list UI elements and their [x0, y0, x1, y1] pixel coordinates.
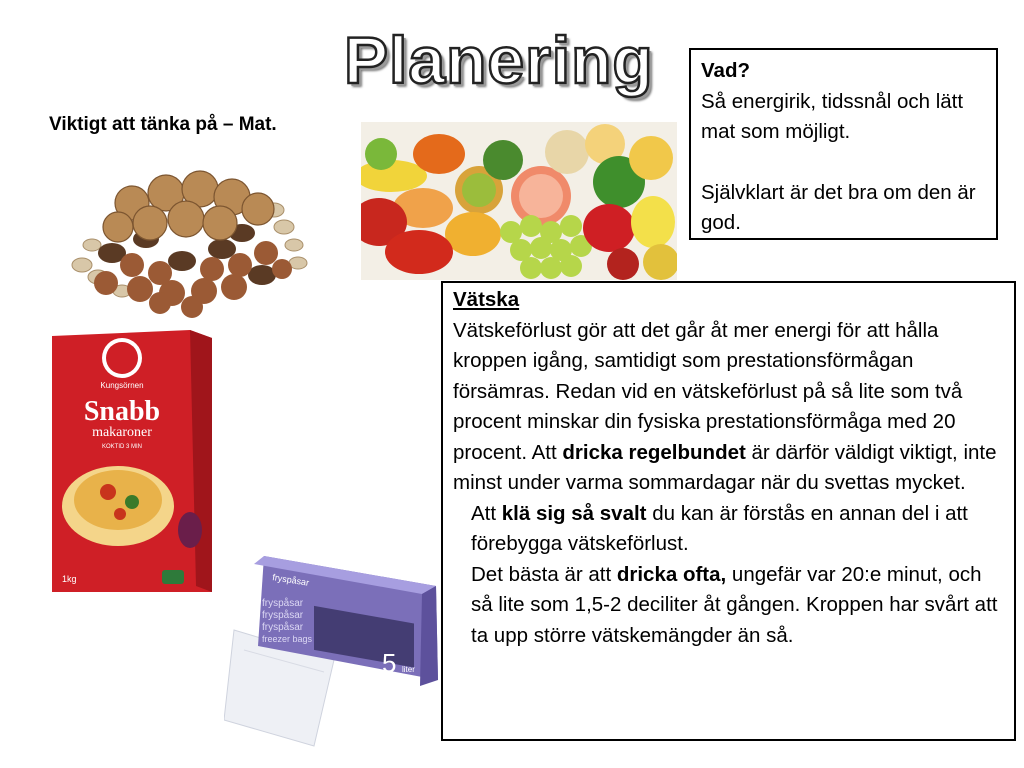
- pasta-package-image: [52, 330, 214, 592]
- vatska-paragraph-2: Att klä sig så svalt du kan är förstås en annan del i att förebygga vätskeförlust.: [471, 501, 968, 555]
- vatska-paragraph-1: Vätskeförlust gör att det går åt mer energi för att hålla kroppen igång, samtidigt som prestationsförmågan försämras. Redan vid en vätskeförlust på så lite som två procent minskar din fysiska prestationsförmåga med 20 procent. Att dricka regelbundet är därför väldigt viktigt, inte minst under varma sommardagar när du svettas mycket.: [453, 318, 997, 494]
- bag-number-text: 5: [382, 648, 397, 678]
- kla-sig-emphasis: klä sig så svalt: [501, 501, 647, 525]
- pasta-brand-text: Kungsörnen: [100, 381, 144, 390]
- vad-heading: Vad?: [701, 59, 750, 82]
- vatska-heading: Vätska: [453, 288, 520, 311]
- vad-line-2: Självklart är det bra om den är god.: [701, 180, 976, 234]
- bag-label-2: fryspåsar: [262, 610, 304, 621]
- bag-label-1: fryspåsar: [262, 598, 304, 609]
- pasta-cook-text: KOKTID 3 MIN: [101, 444, 143, 450]
- vad-box: [689, 48, 998, 240]
- bag-label-4: freezer bags: [262, 634, 313, 644]
- pasta-weight-text: 1kg: [62, 574, 77, 584]
- vatska-paragraph-3: Det bästa är att dricka ofta, ungefär var 20:e minut, och så lite som 1,5-2 deciliter åt gången. Kroppen har svårt att ta upp större vätskemängder än så.: [471, 562, 998, 647]
- pasta-name-text: Snabb: [83, 396, 161, 427]
- subtitle: Viktigt att tänka på – Mat.: [49, 114, 277, 135]
- vad-line-1: Så energirik, tidssnål och lätt mat som möjligt.: [701, 89, 964, 143]
- bag-brand-text: fryspåsar: [271, 572, 310, 588]
- dricka-ofta-emphasis: dricka ofta,: [616, 562, 727, 586]
- pasta-sub-text: makaroner: [92, 425, 152, 440]
- bag-label-3: fryspåsar: [262, 622, 304, 633]
- fruit-image: [361, 122, 677, 280]
- bag-unit-text: liter: [402, 665, 415, 674]
- nuts-image: [62, 165, 312, 320]
- dricka-regelbundet-emphasis: dricka regelbundet: [562, 440, 746, 464]
- page-title: Planering: [344, 23, 654, 97]
- vatska-box: [441, 281, 1016, 741]
- freezer-bag-image: [224, 550, 444, 748]
